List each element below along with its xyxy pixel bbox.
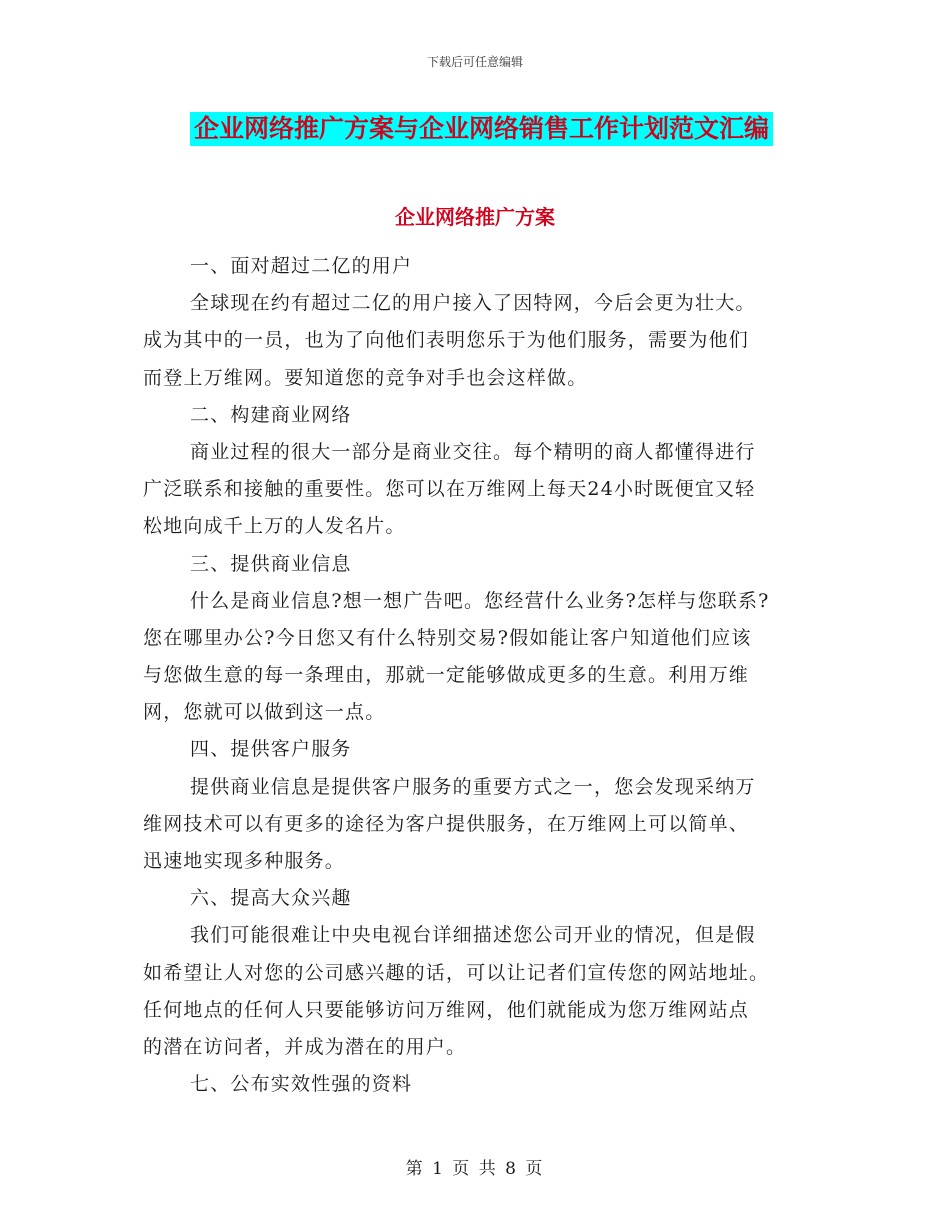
paragraph-line: 全球现在约有超过二亿的用户接入了因特网，今后会更为壮大。 <box>190 292 756 315</box>
paragraph-line: 商业过程的很大一部分是商业交往。每个精明的商人都懂得进行 <box>190 440 756 463</box>
paragraph-line: 您在哪里办公?今日您又有什么特别交易?假如能让客户知道他们应该 <box>143 626 752 649</box>
paragraph-line: 一、面对超过二亿的用户 <box>190 255 413 277</box>
paragraph-line: 六、提高大众兴趣 <box>190 887 352 910</box>
paragraph-line: 而登上万维网。要知道您的竞争对手也会这样做。 <box>143 366 588 389</box>
paragraph-line: 什么是商业信息?想一想广告吧。您经营什么业务?怎样与您联系? <box>190 589 770 612</box>
paragraph-line: 提供商业信息是提供客户服务的重要方式之一，您会发现采纳万 <box>190 775 756 798</box>
paragraph-line: 任何地点的任何人只要能够访问万维网，他们就能成为您万维网站点 <box>143 998 750 1021</box>
paragraph-line: 与您做生意的每一条理由，那就一定能够做成更多的生意。利用万维 <box>143 664 750 687</box>
page-footer: 第 1 页 共 8 页 <box>405 1159 545 1179</box>
document-body <box>143 248 808 1103</box>
paragraph-line: 维网技术可以有更多的途径为客户提供服务，在万维网上可以简单、 <box>143 812 750 835</box>
paragraph-line: 如希望让人对您的公司感兴趣的话，可以让记者们宣传您的网站地址。 <box>143 961 770 984</box>
paragraph-line: 的潜在访问者，并成为潜在的用户。 <box>143 1035 467 1058</box>
paragraph-line: 我们可能很难让中央电视台详细描述您公司开业的情况，但是假 <box>190 924 756 947</box>
header-note: 下载后可任意编辑 <box>426 55 523 69</box>
paragraph-line: 松地向成千上万的人发名片。 <box>143 515 406 538</box>
document-title: 企业网络推广方案与企业网络销售工作计划范文汇编 <box>190 112 773 146</box>
paragraph-line: 四、提供客户服务 <box>190 738 352 761</box>
paragraph-line: 成为其中的一员，也为了向他们表明您乐于为他们服务，需要为他们 <box>143 329 750 352</box>
paragraph-line: 网，您就可以做到这一点。 <box>143 701 386 724</box>
paragraph-line: 七、公布实效性强的资料 <box>190 1073 413 1096</box>
paragraph-line: 三、提供商业信息 <box>190 552 352 575</box>
section-title: 企业网络推广方案 <box>395 205 555 229</box>
paragraph-line: 广泛联系和接触的重要性。您可以在万维网上每天24小时既便宜又轻 <box>143 478 756 501</box>
paragraph-line: 二、构建商业网络 <box>190 403 352 426</box>
paragraph-line: 迅速地实现多种服务。 <box>143 850 346 872</box>
